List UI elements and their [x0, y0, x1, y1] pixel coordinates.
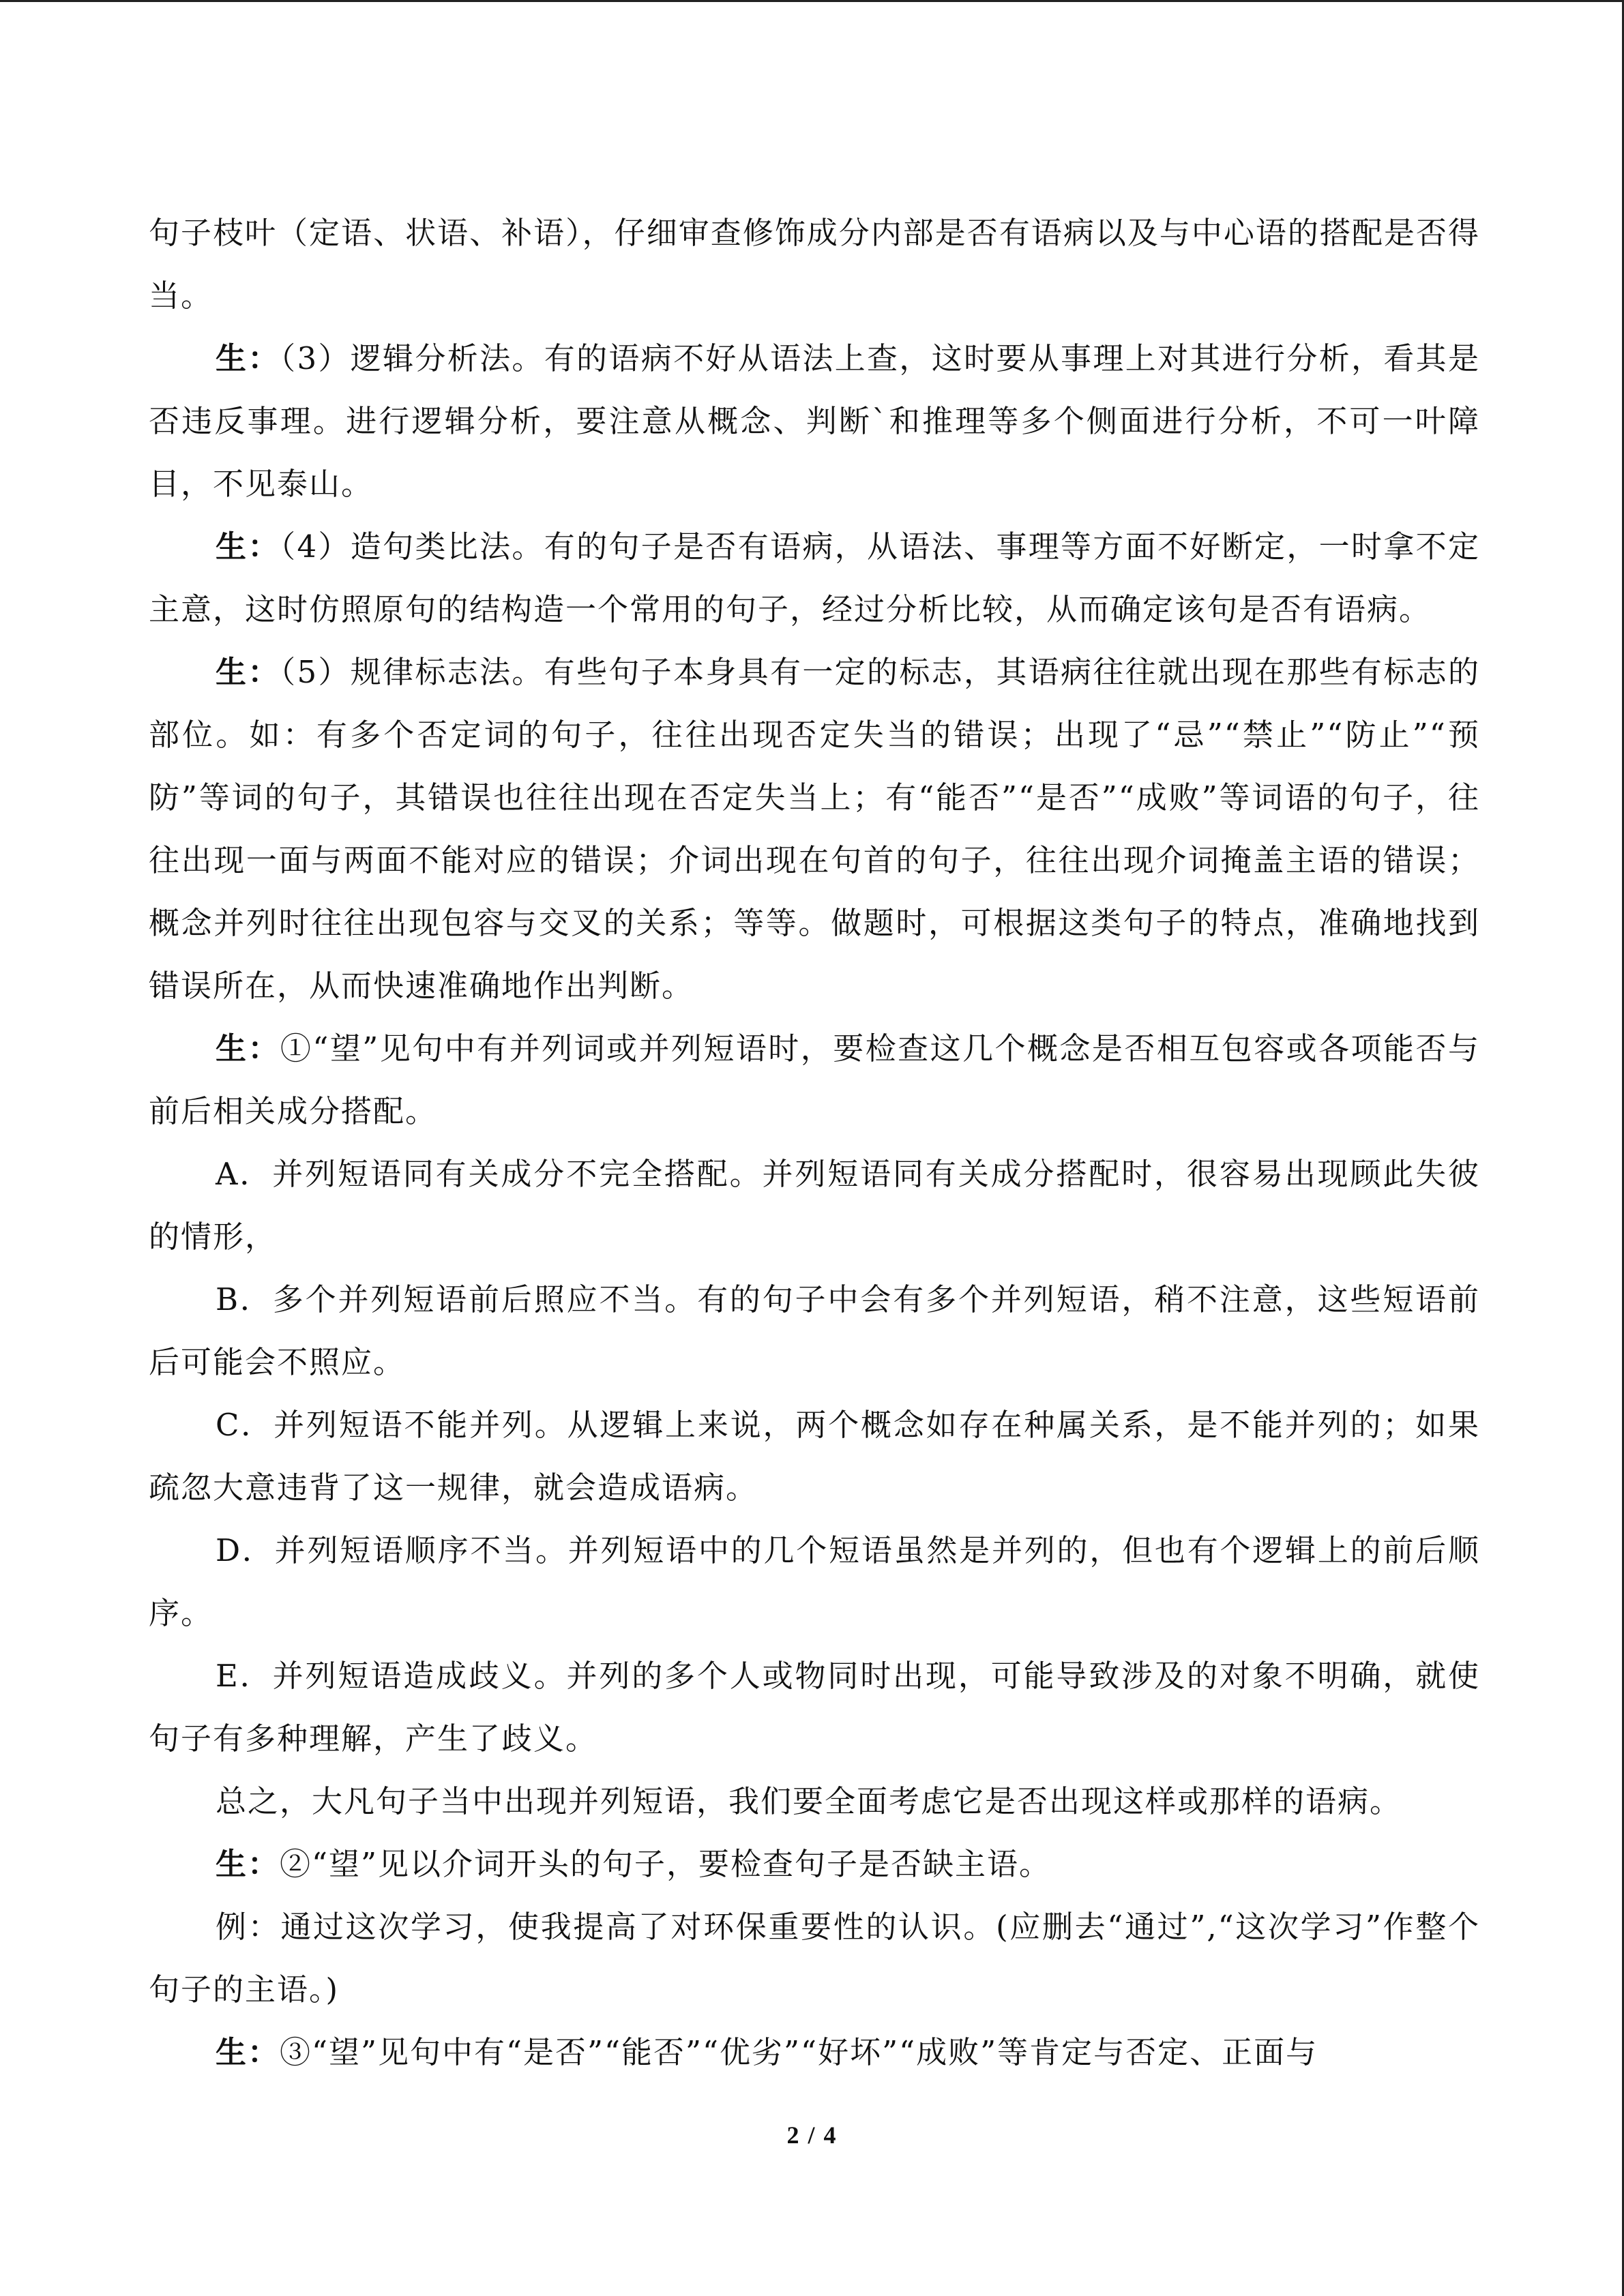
speaker-label: 生：: [216, 654, 280, 690]
paragraph-text: （4）造句类比法。有的句子是否有语病，从语法、事理等方面不好断定，一时拿不定主意，这时仿照原句的结构造一个常用的句子，经过分析比较，从而确定该句是否有语病。: [149, 528, 1480, 627]
speaker-label: 生：: [216, 1846, 280, 1882]
paragraph-text: D．并列短语顺序不当。并列短语中的几个短语虽然是并列的，但也有个逻辑上的前后顺序。: [149, 1532, 1480, 1631]
speaker-label: 生：: [216, 2034, 280, 2070]
paragraph-12: [149, 1833, 1480, 1896]
speaker-label: 生：: [216, 1030, 280, 1067]
paragraph-14: [149, 2021, 1480, 2084]
paragraph-text: B．多个并列短语前后照应不当。有的句子中会有多个并列短语，稍不注意，这些短语前后可能会不照应。: [149, 1281, 1480, 1380]
paragraph-text: 句子枝叶（定语、状语、补语），仔细审查修饰成分内部是否有语病以及与中心语的搭配是否得当。: [149, 215, 1480, 314]
paragraph-text: （3）逻辑分析法。有的语病不好从语法上查，这时要从事理上对其进行分析，看其是否违反事理。进行逻辑分析，要注意从概念、判断`和推理等多个侧面进行分析，不可一叶障目，不见泰山。: [149, 340, 1480, 502]
paragraph-3: [149, 516, 1480, 641]
paragraph-10: [149, 1645, 1480, 1770]
paragraph-text: ①“望”见句中有并列词或并列短语时，要检查这几个概念是否相互包容或各项能否与前后相关成分搭配。: [149, 1030, 1480, 1129]
paragraph-8: [149, 1394, 1480, 1519]
paragraph-text: ③“望”见句中有“是否”“能否”“优劣”“好坏”“成败”等肯定与否定、正面与: [280, 2034, 1318, 2070]
speaker-label: 生：: [216, 528, 280, 565]
paragraph-text: E．并列短语造成歧义。并列的多个人或物同时出现，可能导致涉及的对象不明确，就使句子有多种理解，产生了歧义。: [149, 1658, 1480, 1757]
paragraph-4: [149, 641, 1480, 1017]
paragraph-text: 总之，大凡句子当中出现并列短语，我们要全面考虑它是否出现这样或那样的语病。: [216, 1783, 1402, 1819]
document-body: [149, 202, 1480, 2084]
paragraph-text: ②“望”见以介词开头的句子，要检查句子是否缺主语。: [280, 1846, 1052, 1882]
paragraph-text: 例：通过这次学习，使我提高了对环保重要性的认识。(应删去“通过”,“这次学习”作整个句子的主语。): [149, 1909, 1480, 2008]
paragraph-text: A．并列短语同有关成分不完全搭配。并列短语同有关成分搭配时，很容易出现顾此失彼的情形，: [149, 1156, 1480, 1255]
paragraph-7: [149, 1268, 1480, 1394]
page-number: 2 / 4: [786, 2121, 838, 2149]
paragraph-5: [149, 1017, 1480, 1143]
paragraph-text: （5）规律标志法。有些句子本身具有一定的标志，其语病往往就出现在那些有标志的部位。如：有多个否定词的句子，往往出现否定失当的错误；出现了“忌”“禁止”“防止”“预防”等词的句子，其错误也往往出现在否定失当上；有“能否”“是否”“成败”等词语的句子，往往出现一面与两面不能对应的错误；介词出现在句首的句子，往往出现介词掩盖主语的错误；概念并列时往往出现包容与交叉的关系；等等。做题时，可根据这类句子的特点，准确地找到错误所在，从而快速准确地作出判断。: [149, 654, 1480, 1004]
paragraph-text: C．并列短语不能并列。从逻辑上来说，两个概念如存在种属关系，是不能并列的；如果疏忽大意违背了这一规律，就会造成语病。: [149, 1407, 1480, 1506]
paragraph-9: [149, 1519, 1480, 1645]
speaker-label: 生：: [216, 340, 280, 376]
paragraph-11: [149, 1770, 1480, 1833]
paragraph-13: [149, 1896, 1480, 2021]
paragraph-2: [149, 327, 1480, 516]
paragraph-1: [149, 202, 1480, 327]
paragraph-6: [149, 1143, 1480, 1268]
